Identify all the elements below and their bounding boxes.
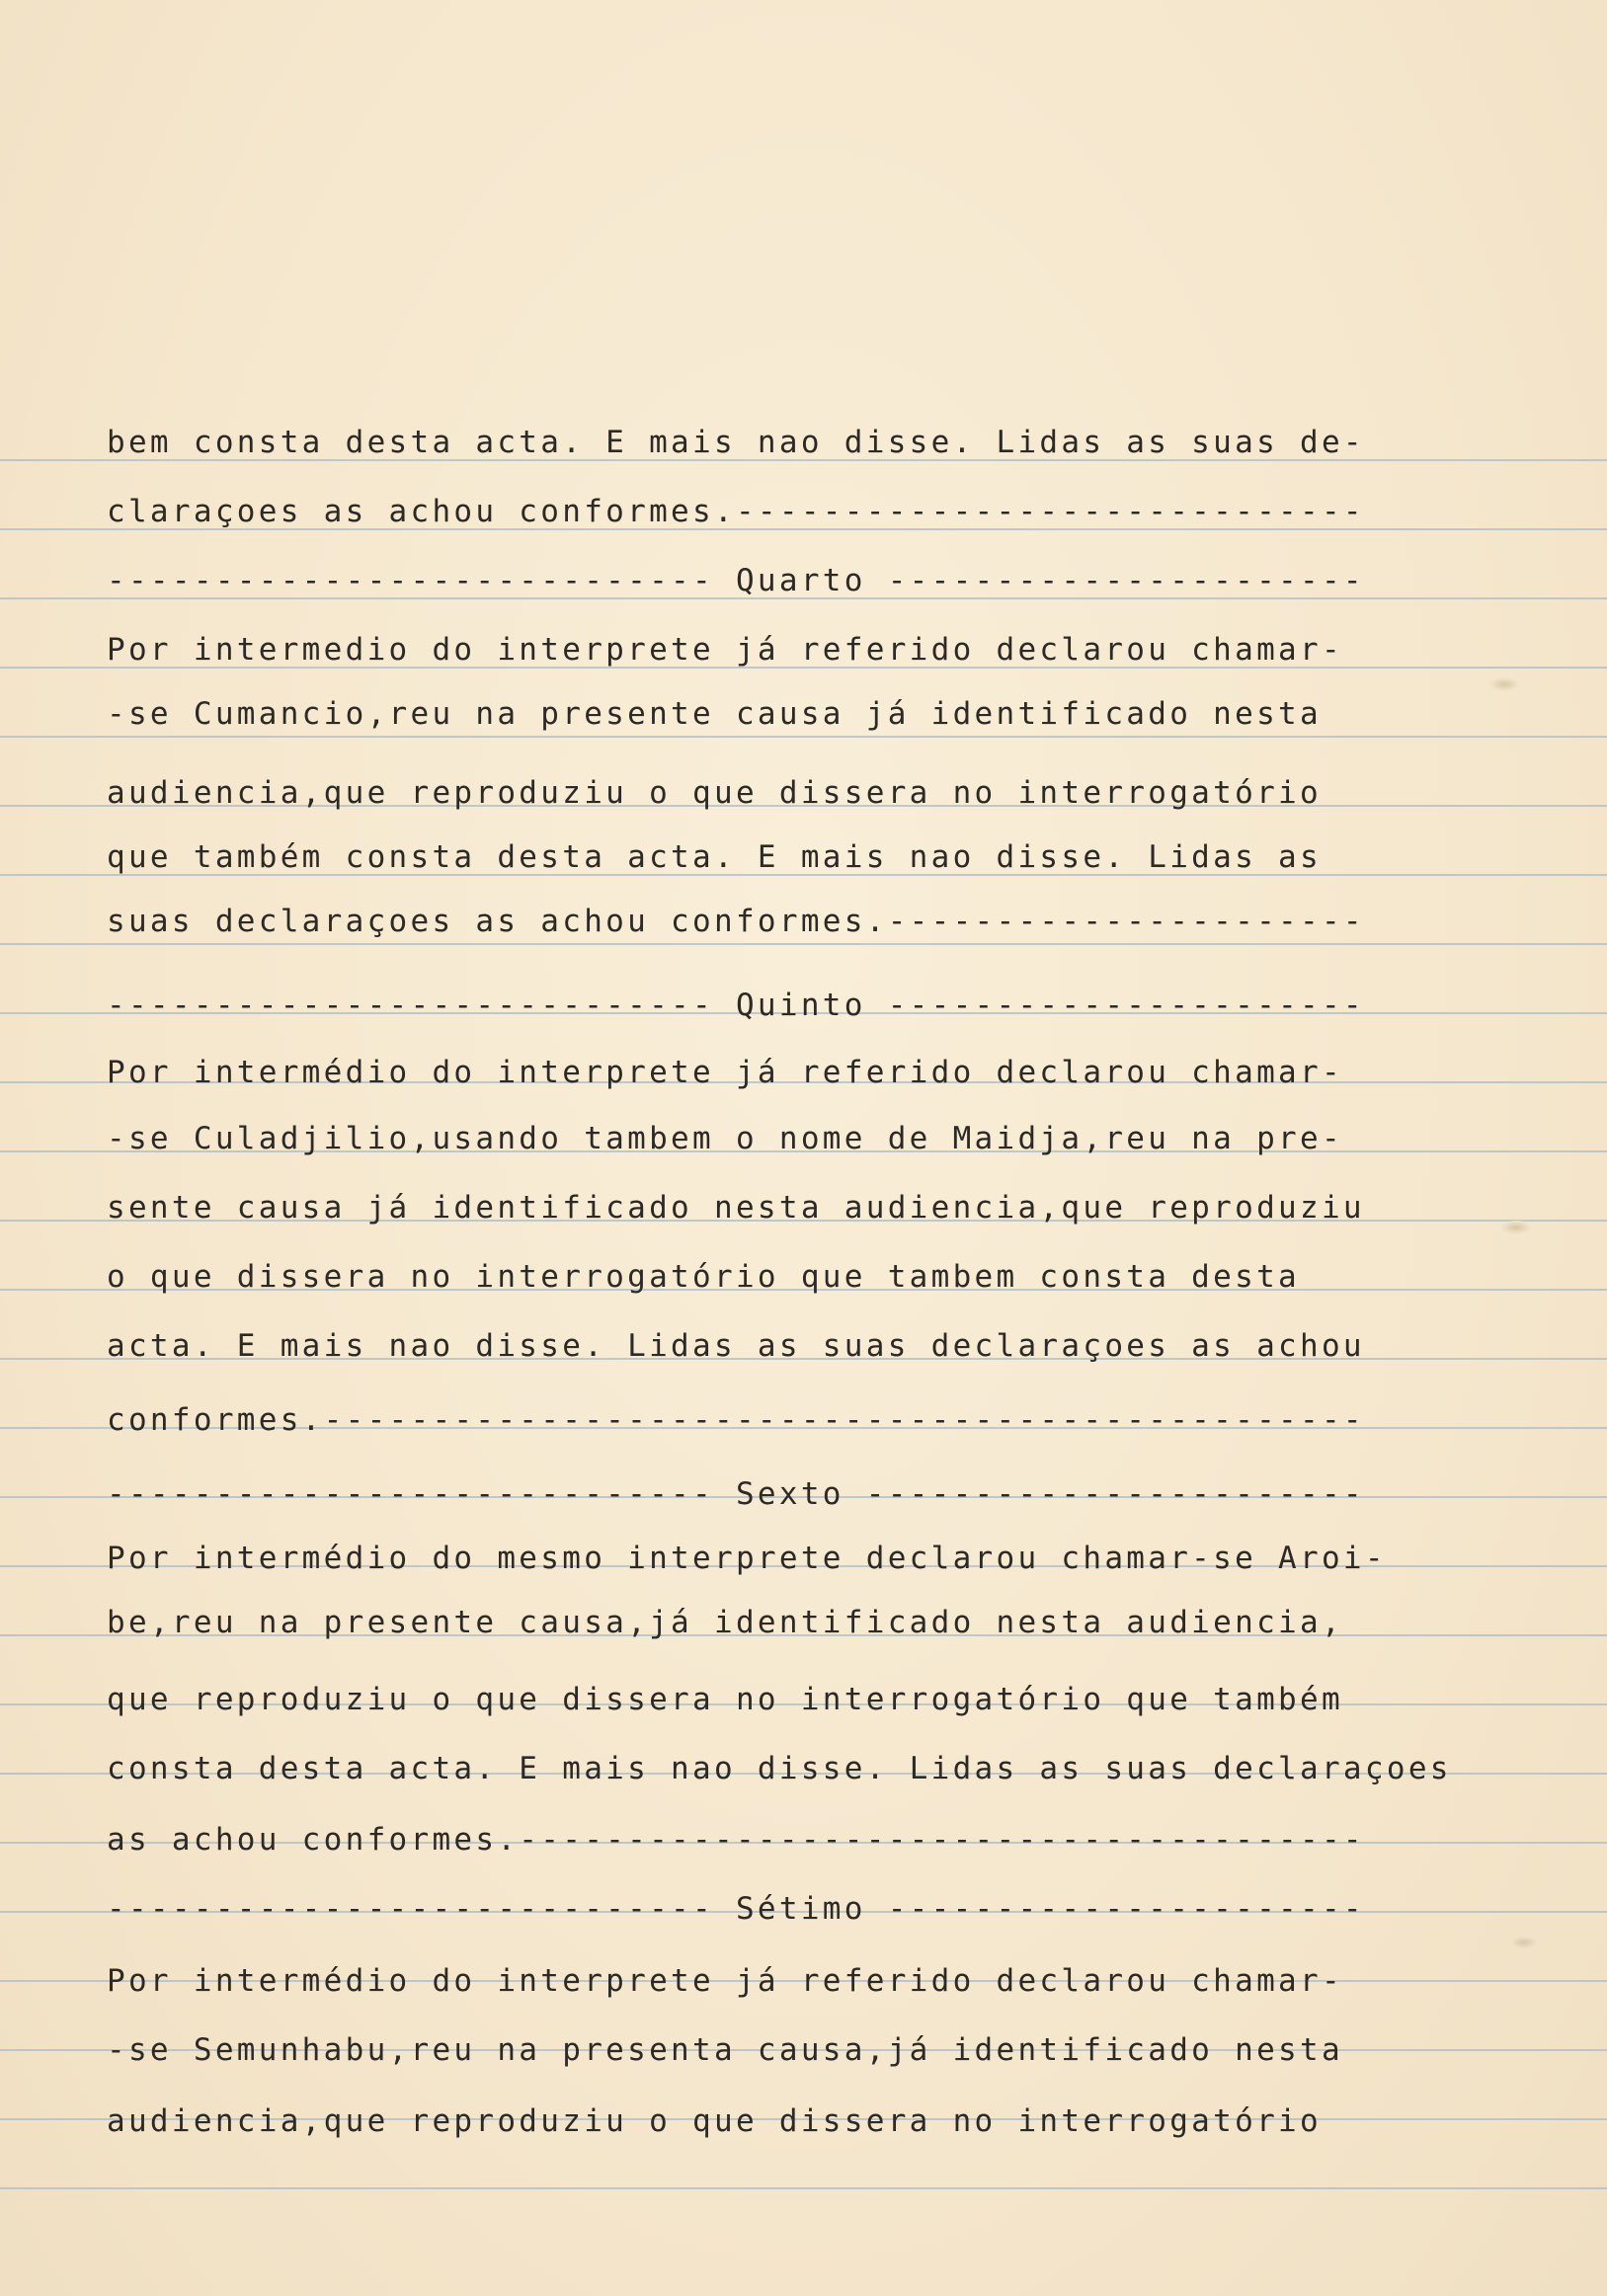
text-line: sente causa já identificado nesta audiencia,que reproduziu bbox=[107, 1190, 1365, 1226]
section-heading-setimo: ---------------------------- Sétimo ---------------------- bbox=[107, 1891, 1365, 1927]
text-line: Por intermedio do interprete já referido declarou chamar- bbox=[107, 632, 1343, 668]
text-line: -se Culadjilio,usando tambem o nome de Maidja,reu na pre- bbox=[107, 1121, 1343, 1156]
text-line: audiencia,que reproduziu o que dissera no interrogatório bbox=[107, 2103, 1322, 2139]
text-line: acta. E mais nao disse. Lidas as suas declaraçoes as achou bbox=[107, 1328, 1365, 1364]
text-line: audiencia,que reproduziu o que dissera no interrogatório bbox=[107, 775, 1322, 811]
punch-mark bbox=[1489, 677, 1519, 691]
ruled-line bbox=[0, 2187, 1607, 2189]
punch-mark bbox=[1501, 1221, 1531, 1234]
text-line: -se Cumancio,reu na presente causa já identificado nesta bbox=[107, 696, 1322, 732]
text-line: -se Semunhabu,reu na presenta causa,já identificado nesta bbox=[107, 2032, 1343, 2068]
section-heading-quarto: ---------------------------- Quarto ---------------------- bbox=[107, 563, 1365, 598]
text-line: bem consta desta acta. E mais nao disse. Lidas as suas de- bbox=[107, 425, 1365, 460]
text-line: Por intermédio do interprete já referido declarou chamar- bbox=[107, 1963, 1343, 1999]
text-line: suas declaraçoes as achou conformes.---------------------- bbox=[107, 904, 1365, 939]
punch-mark bbox=[1509, 1936, 1539, 1949]
ruled-line bbox=[0, 736, 1607, 738]
text-line: as achou conformes.--------------------------------------- bbox=[107, 1822, 1365, 1858]
text-line: que também consta desta acta. E mais nao disse. Lidas as bbox=[107, 839, 1322, 875]
text-line: consta desta acta. E mais nao disse. Lidas as suas declaraçoes bbox=[107, 1751, 1452, 1786]
text-line: be,reu na presente causa,já identificado nesta audiencia, bbox=[107, 1605, 1343, 1640]
section-heading-sexto: ---------------------------- Sexto ----------------------- bbox=[107, 1476, 1365, 1512]
text-line: Por intermédio do mesmo interprete declarou chamar-se Aroi- bbox=[107, 1541, 1387, 1576]
text-line: claraçoes as achou conformes.----------------------------- bbox=[107, 494, 1365, 529]
ruled-line bbox=[0, 943, 1607, 945]
text-line: Por intermédio do interprete já referido declarou chamar- bbox=[107, 1055, 1343, 1090]
text-line: que reproduziu o que dissera no interrogatório que também bbox=[107, 1682, 1343, 1717]
text-line: o que dissera no interrogatório que tambem consta desta bbox=[107, 1259, 1300, 1295]
section-heading-quinto: ---------------------------- Quinto ---------------------- bbox=[107, 988, 1365, 1023]
text-line: conformes.------------------------------------------------ bbox=[107, 1402, 1365, 1438]
